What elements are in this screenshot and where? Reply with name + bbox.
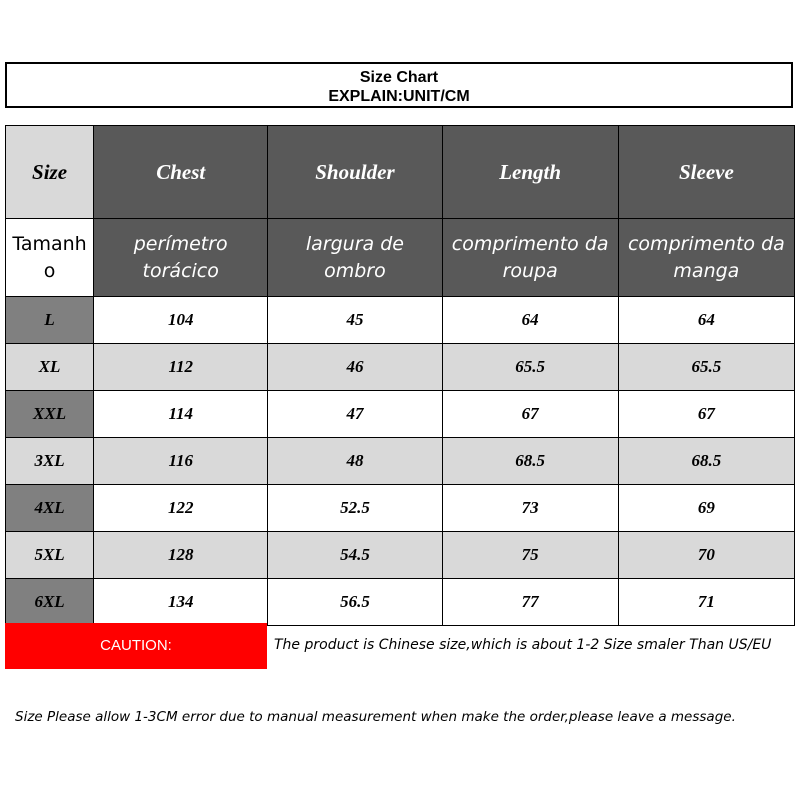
chest-cell: 122 <box>94 485 268 532</box>
chest-cell: 114 <box>94 391 268 438</box>
title-box <box>5 62 793 108</box>
header-translation-line: torácico <box>142 259 219 282</box>
size-cell: 3XL <box>6 438 94 485</box>
header-cell: Size <box>6 126 94 219</box>
measurement-note: Size Please allow 1-3CM error due to manual measurement when make the order,please leave a message. <box>15 709 736 725</box>
caution-label: CAUTION: <box>5 623 267 669</box>
header-translation-line: manga <box>673 259 740 282</box>
length-cell: 64 <box>442 297 618 344</box>
chest-cell: 104 <box>94 297 268 344</box>
size-cell: L <box>6 297 94 344</box>
header-translation-cell <box>94 219 268 297</box>
shoulder-cell: 48 <box>268 438 442 485</box>
length-cell: 68.5 <box>442 438 618 485</box>
sleeve-cell: 67 <box>618 391 794 438</box>
length-cell: 65.5 <box>442 344 618 391</box>
header-translation-line: o <box>43 259 56 282</box>
header-cell: Length <box>442 126 618 219</box>
table-row <box>6 344 795 391</box>
sleeve-cell: 68.5 <box>618 438 794 485</box>
table-row <box>6 485 795 532</box>
table-row <box>6 532 795 579</box>
header-translation-cell <box>6 219 94 297</box>
header-translation-line: Tamanh <box>12 232 87 255</box>
sleeve-cell: 69 <box>618 485 794 532</box>
shoulder-cell: 56.5 <box>268 579 442 626</box>
chart-title: Size Chart <box>359 69 439 86</box>
header-cell: Shoulder <box>268 126 442 219</box>
length-cell: 77 <box>442 579 618 626</box>
header-translation-cell <box>618 219 794 297</box>
table-row <box>6 579 795 626</box>
chest-cell: 128 <box>94 532 268 579</box>
shoulder-cell: 47 <box>268 391 442 438</box>
header-translation-line: comprimento da <box>627 232 785 255</box>
chest-cell: 134 <box>94 579 268 626</box>
shoulder-cell: 52.5 <box>268 485 442 532</box>
chest-cell: 116 <box>94 438 268 485</box>
header-translation-line: ombro <box>324 259 386 282</box>
header-translation-line: perímetro <box>133 232 228 255</box>
size-cell: 5XL <box>6 532 94 579</box>
header-translation-cell <box>442 219 618 297</box>
sleeve-cell: 64 <box>618 297 794 344</box>
header-translation-cell <box>268 219 442 297</box>
chest-cell: 112 <box>94 344 268 391</box>
header-translation-line: roupa <box>502 259 558 282</box>
header-translation-line: largura de <box>305 232 404 255</box>
table-row <box>6 391 795 438</box>
header-cell: Sleeve <box>618 126 794 219</box>
sleeve-cell: 65.5 <box>618 344 794 391</box>
shoulder-cell: 45 <box>268 297 442 344</box>
size-cell: 6XL <box>6 579 94 626</box>
table-row <box>6 297 795 344</box>
header-row <box>6 126 795 219</box>
length-cell: 67 <box>442 391 618 438</box>
size-cell: 4XL <box>6 485 94 532</box>
shoulder-cell: 54.5 <box>268 532 442 579</box>
length-cell: 75 <box>442 532 618 579</box>
header-translation-line: comprimento da <box>451 232 609 255</box>
length-cell: 73 <box>442 485 618 532</box>
caution-text: The product is Chinese size,which is about 1-2 Size smaler Than US/EU <box>274 637 772 653</box>
size-cell: XXL <box>6 391 94 438</box>
chart-subtitle: EXPLAIN:UNIT/CM <box>328 88 470 105</box>
header-translation-row <box>6 219 795 297</box>
size-cell: XL <box>6 344 94 391</box>
header-cell: Chest <box>94 126 268 219</box>
size-chart-table <box>5 125 795 626</box>
shoulder-cell: 46 <box>268 344 442 391</box>
table-row <box>6 438 795 485</box>
sleeve-cell: 71 <box>618 579 794 626</box>
sleeve-cell: 70 <box>618 532 794 579</box>
